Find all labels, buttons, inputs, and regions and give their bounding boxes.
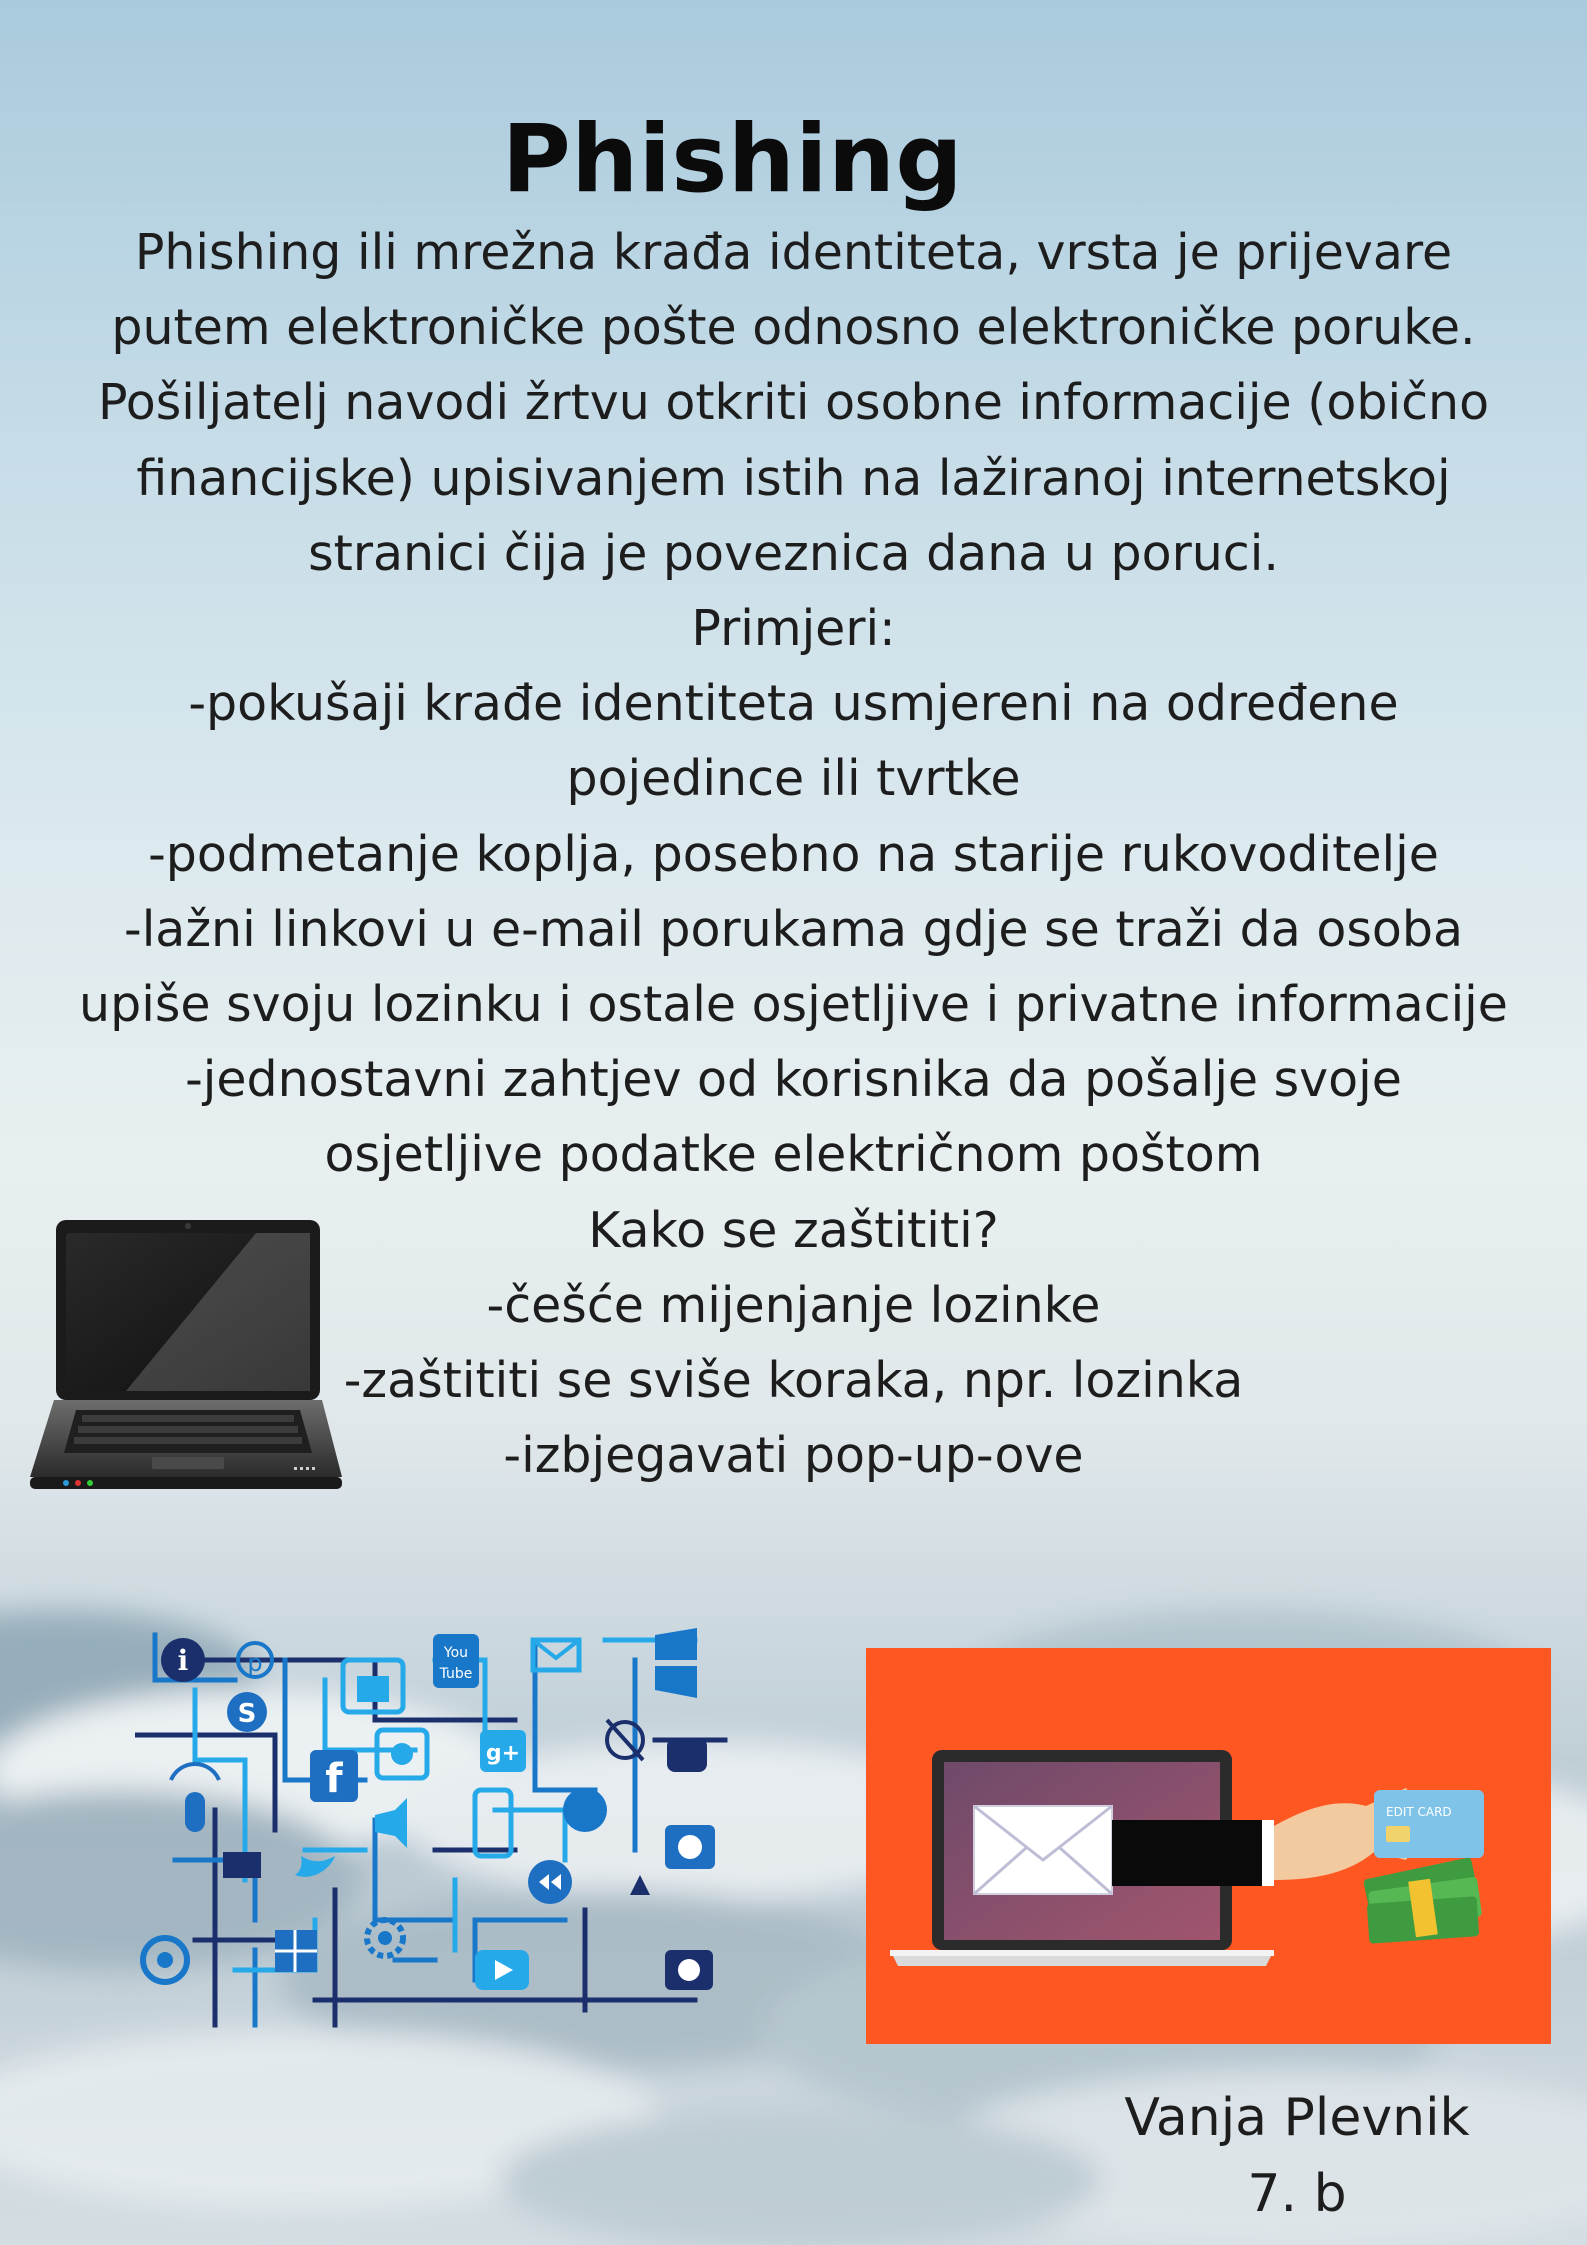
text-line: osjetljive podatke električnom poštom <box>324 1126 1263 1184</box>
svg-text:You: You <box>443 1645 469 1661</box>
svg-text:i: i <box>177 1644 189 1677</box>
svg-text:S: S <box>237 1699 257 1729</box>
text-line: -češće mijenjanje lozinke <box>486 1276 1101 1334</box>
text-line: -lažni linkovi u e-mail porukama gdje se traži da osoba <box>124 900 1463 958</box>
social-network-icons <box>135 1620 735 2035</box>
laptop-icon <box>26 1215 344 1493</box>
section-heading-protection: Kako se zaštititi? <box>588 1201 999 1259</box>
section-heading-examples: Primjeri: <box>691 600 896 658</box>
svg-text:Tube: Tube <box>439 1666 473 1682</box>
text-line: financijske) upisivanjem istih na lažiranoj internetskoj <box>136 449 1451 507</box>
svg-text:g+: g+ <box>485 1741 521 1766</box>
credit-card-text: EDIT CARD <box>1386 1805 1452 1819</box>
phishing-laptop-icon <box>866 1648 1551 2044</box>
phishing-illustration <box>866 1648 1551 2044</box>
text-line: Pošiljatelj navodi žrtvu otkriti osobne informacije (obično <box>97 374 1490 432</box>
text-line: putem elektroničke pošte odnosno elektroničke poruke. <box>111 299 1476 357</box>
text-line: -zaštititi se sviše koraka, npr. lozinka <box>343 1352 1244 1410</box>
svg-text:p: p <box>247 1649 263 1677</box>
author-class: 7. b <box>1247 2164 1347 2224</box>
page-title: Phishing <box>501 105 964 214</box>
author-info <box>1097 2080 1497 2232</box>
text-line: stranici čija je poveznica dana u poruci. <box>308 524 1279 582</box>
svg-text:f: f <box>325 1756 343 1802</box>
text-line: upiše svoju lozinku i ostale osjetljive i privatne informacije <box>79 976 1508 1034</box>
author-name: Vanja Plevnik <box>1124 2088 1470 2148</box>
text-line: -pokušaji krađe identiteta usmjereni na određene <box>188 675 1399 733</box>
text-line: pojedince ili tvrtke <box>566 750 1021 808</box>
text-line: -jednostavni zahtjev od korisnika da pošalje svoje <box>185 1051 1402 1109</box>
text-line: Phishing ili mrežna krađa identiteta, vrsta je prijevare <box>134 224 1453 281</box>
text-line: -podmetanje koplja, posebno na starije rukovoditelje <box>148 825 1439 883</box>
text-line: -izbjegavati pop-up-ove <box>503 1427 1084 1485</box>
